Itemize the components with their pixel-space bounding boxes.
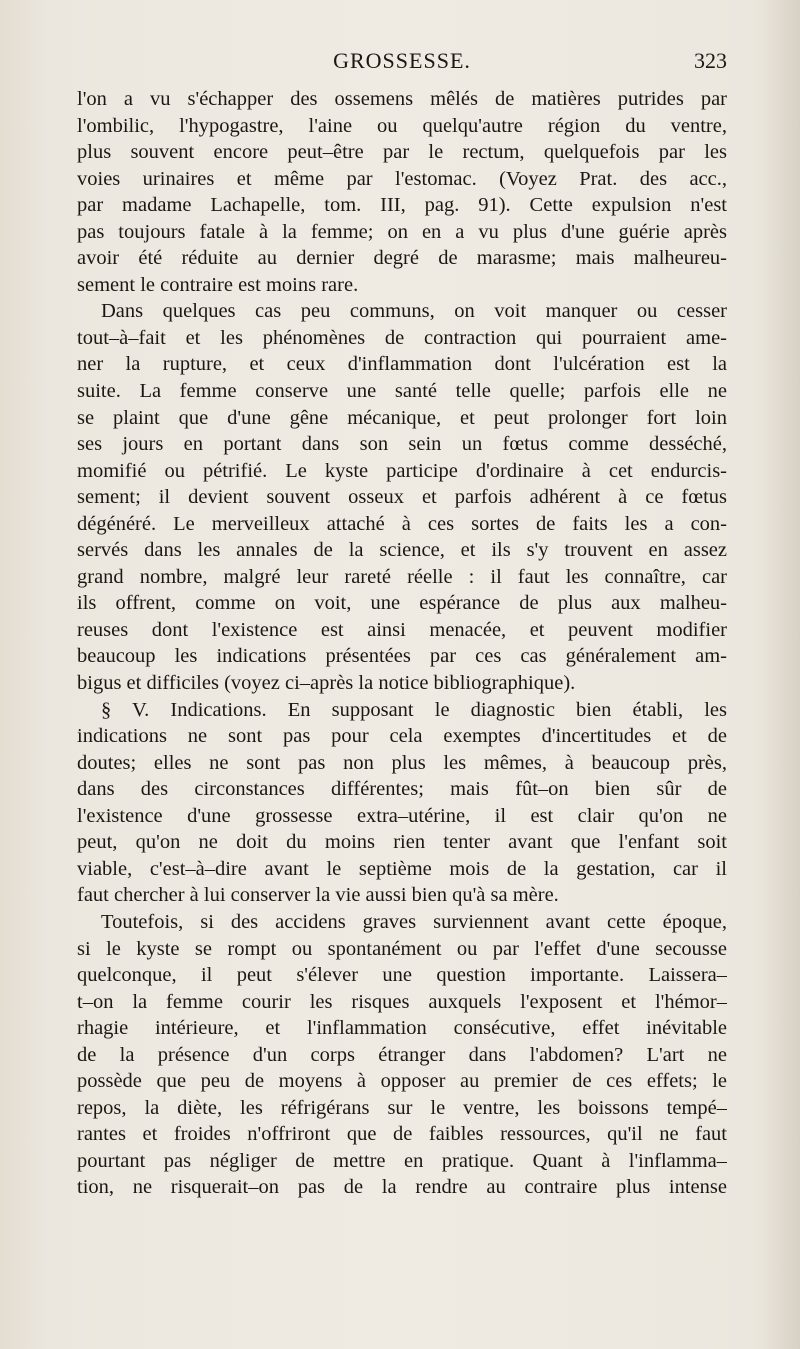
text-line: doutes; elles ne sont pas non plus les mêmes, à beaucoup près, xyxy=(77,751,727,774)
text-line: ner la rupture, et ceux d'inflammation dont l'ulcération est la xyxy=(77,353,727,376)
text-line: tout–à–fait et les phénomènes de contraction qui pourraient ame- xyxy=(77,326,727,349)
text-line: par madame Lachapelle, tom. III, pag. 91). Cette expulsion n'est xyxy=(77,194,727,217)
body-text xyxy=(77,86,727,1201)
text-line: grand nombre, malgré leur rareté réelle : il faut les connaître, car xyxy=(77,565,727,588)
text-line: l'on a vu s'échapper des ossemens mêlés de matières putrides par xyxy=(77,88,727,110)
text-line: pas toujours fatale à la femme; on en a vu plus d'une guérie après xyxy=(77,220,727,243)
text-line: momifié ou pétrifié. Le kyste participe d'ordinaire à cet endurcis- xyxy=(77,459,727,482)
text-line: dans des circonstances différentes; mais fût–on bien sûr de xyxy=(77,778,727,801)
page-edge-shadow xyxy=(760,0,800,1349)
text-line: plus souvent encore peut–être par le rectum, quelquefois par les xyxy=(77,141,727,164)
text-line: beaucoup les indications présentées par ces cas généralement am- xyxy=(77,645,727,668)
running-title: GROSSESSE. xyxy=(333,48,471,73)
text-line: repos, la diète, les réfrigérans sur le ventre, les boissons tempé– xyxy=(77,1096,727,1119)
text-line: Dans quelques cas peu communs, on voit manquer ou cesser xyxy=(101,300,727,323)
text-line: reuses dont l'existence est ainsi menacée, et peuvent modifier xyxy=(77,618,727,641)
text-line: si le kyste se rompt ou spontanément ou par l'effet d'une secousse xyxy=(77,937,727,960)
text-line: tion, ne risquerait–on pas de la rendre au contraire plus intense xyxy=(77,1176,727,1199)
text-line: suite. La femme conserve une santé telle quelle; parfois elle ne xyxy=(77,380,727,403)
page-number: 323 xyxy=(694,48,727,73)
text-line: l'existence d'une grossesse extra–utérine, il est clair qu'on ne xyxy=(77,804,727,827)
text-line: rhagie intérieure, et l'inflammation consécutive, effet inévitable xyxy=(77,1017,727,1040)
page-header xyxy=(77,48,727,84)
text-line: § V. Indications. En supposant le diagnostic bien établi, les xyxy=(101,698,727,721)
text-line: quelconque, il peut s'élever une question importante. Laissera– xyxy=(77,964,727,987)
text-line: Toutefois, si des accidens graves surviennent avant cette époque, xyxy=(101,910,727,933)
text-line: pourtant pas négliger de mettre en pratique. Quant à l'inflamma– xyxy=(77,1149,727,1172)
text-line: peut, qu'on ne doit du moins rien tenter avant que l'enfant soit xyxy=(77,831,727,854)
text-line: indications ne sont pas pour cela exemptes d'incertitudes et de xyxy=(77,725,727,748)
text-line: viable, c'est–à–dire avant le septième mois de la gestation, car il xyxy=(77,857,727,880)
text-line: possède que peu de moyens à opposer au premier de ces effets; le xyxy=(77,1070,727,1093)
text-line: servés dans les annales de la science, et ils s'y trouvent en assez xyxy=(77,539,727,562)
text-line: faut chercher à lui conserver la vie aussi bien qu'à sa mère. xyxy=(77,884,559,907)
text-line: sement; il devient souvent osseux et parfois adhérent à ce fœtus xyxy=(77,486,727,509)
text-line: sement le contraire est moins rare. xyxy=(77,273,359,296)
text-line: de la présence d'un corps étranger dans l'abdomen? L'art ne xyxy=(77,1043,727,1066)
text-line: avoir été réduite au dernier degré de marasme; mais malheureu- xyxy=(77,247,727,270)
text-line: bigus et difficiles (voyez ci–après la notice bibliographique). xyxy=(77,672,576,695)
text-line: dégénéré. Le merveilleux attaché à ces sortes de faits les a con- xyxy=(77,512,727,535)
text-line: l'ombilic, l'hypogastre, l'aine ou quelqu'autre région du ventre, xyxy=(77,114,727,137)
text-line: voies urinaires et même par l'estomac. (Voyez Prat. des acc., xyxy=(77,167,727,190)
text-line: rantes et froides n'offriront que de faibles ressources, qu'il ne faut xyxy=(77,1123,727,1146)
text-line: ses jours en portant dans son sein un fœtus comme desséché, xyxy=(77,433,727,456)
text-line: se plaint que d'une gêne mécanique, et peut prolonger fort loin xyxy=(77,406,727,429)
text-line: t–on la femme courir les risques auxquels l'exposent et l'hémor– xyxy=(77,990,727,1013)
text-line: ils offrent, comme on voit, une espérance de plus aux malheu- xyxy=(77,592,727,615)
